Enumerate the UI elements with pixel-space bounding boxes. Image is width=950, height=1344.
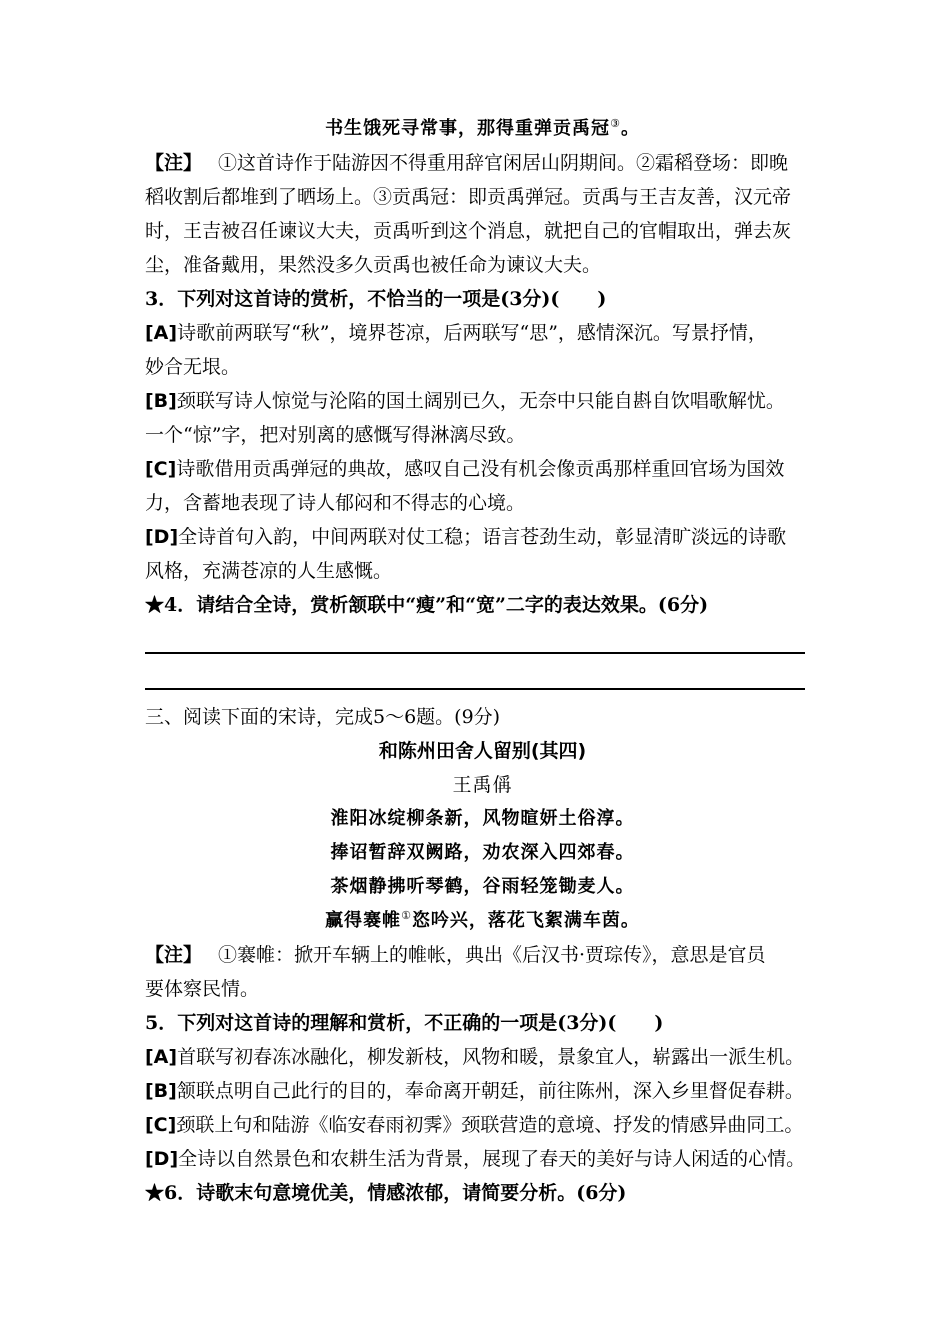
- option-a: [A]首联写初春冻冰融化，柳发新枝，风物和暖，景象宜人，崭露出一派生机。: [145, 1046, 805, 1068]
- poem-last-line: 书生饿死寻常事，那得重弹贡禹冠③。: [325, 117, 640, 139]
- option-b: [B]颔联点明自己此行的目的，奉命离开朝廷，前往陈州，深入乡里督促春耕。: [145, 1080, 804, 1102]
- answer-line[interactable]: [145, 632, 805, 654]
- poem-line: 淮阳冰绽柳条新，风物暄妍土俗淳。: [330, 808, 635, 829]
- poem-line: 捧诏暂辞双阙路，劝农深入四郊春。: [330, 842, 635, 863]
- question-stem: ★4．请结合全诗，赏析颔联中“瘦”和“宽”二字的表达效果。(6分): [145, 594, 709, 616]
- option-c: [C]诗歌借用贡禹弹冠的典故，感叹自己没有机会像贡禹那样重回官场为国效 力，含蓄地表现了诗人郁闷和不得志的心境。: [145, 458, 785, 514]
- footnote-mark: ①: [401, 909, 412, 922]
- option-d: [D]全诗以自然景色和农耕生活为背景，展现了春天的美好与诗人闲适的心情。: [145, 1148, 806, 1170]
- footnote-mark: ③: [610, 117, 621, 130]
- question-3: [145, 282, 820, 588]
- question-stem: 3．下列对这首诗的赏析，不恰当的一项是(3分)( ): [145, 288, 607, 310]
- answer-line[interactable]: [145, 668, 805, 690]
- question-5: [145, 1006, 820, 1176]
- option-d: [D]全诗首句入韵，中间两联对仗工稳；语言苍劲生动，彰显清旷淡远的诗歌 风格，充满苍凉的人生感慨。: [145, 526, 787, 582]
- question-stem: 5．下列对这首诗的理解和赏析，不正确的一项是(3分)( ): [145, 1012, 664, 1034]
- poem-line: 赢得褰帷①恣吟兴，落花飞絮满车茵。: [325, 909, 640, 931]
- question-4: [145, 588, 820, 690]
- note-label: 【注】: [145, 152, 203, 174]
- document-page: [145, 112, 820, 1210]
- question-6: [145, 1176, 820, 1210]
- option-a: [A]诗歌前两联写“秋”，境界苍凉，后两联写“思”，感情深沉。写景抒情， 妙合无垠。: [145, 322, 767, 378]
- section-heading: 三、阅读下面的宋诗，完成5～6题。(9分): [145, 706, 501, 728]
- note-2: 【注】 ①褰帷：掀开车辆上的帷帐，典出《后汉书·贾琮传》，意思是官员 要体察民情。: [145, 944, 766, 1000]
- poem-author: 王禹偁: [452, 774, 513, 796]
- note-label: 【注】: [145, 944, 203, 966]
- question-stem: ★6．诗歌末句意境优美，情感浓郁，请简要分析。(6分): [145, 1182, 627, 1204]
- section-3: [145, 700, 820, 938]
- note-1: 【注】 ①这首诗作于陆游因不得重用辞官闲居山阴期间。②霜稻登场：即晚 稻收割后都堆到了晒场上。③贡禹冠：即贡禹弹冠。贡禹与王吉友善，汉元帝 时，王吉被召任谏议大夫，贡禹听到这个消息，就把自己的官帽取出，弹去灰 尘，准备戴用，果然没多久贡禹也被任命为谏议大夫。: [145, 152, 792, 276]
- poem-title: 和陈州田舍人留别(其四): [378, 740, 587, 762]
- poem-line: 茶烟静拂听琴鹤，谷雨轻笼锄麦人。: [330, 876, 635, 897]
- option-c: [C]颈联上句和陆游《临安春雨初霁》颈联营造的意境、抒发的情感异曲同工。: [145, 1114, 804, 1136]
- option-b: [B]颈联写诗人惊觉与沦陷的国土阔别已久，无奈中只能自斟自饮唱歌解忧。 一个“惊”字，把对别离的感慨写得淋漓尽致。: [145, 390, 785, 446]
